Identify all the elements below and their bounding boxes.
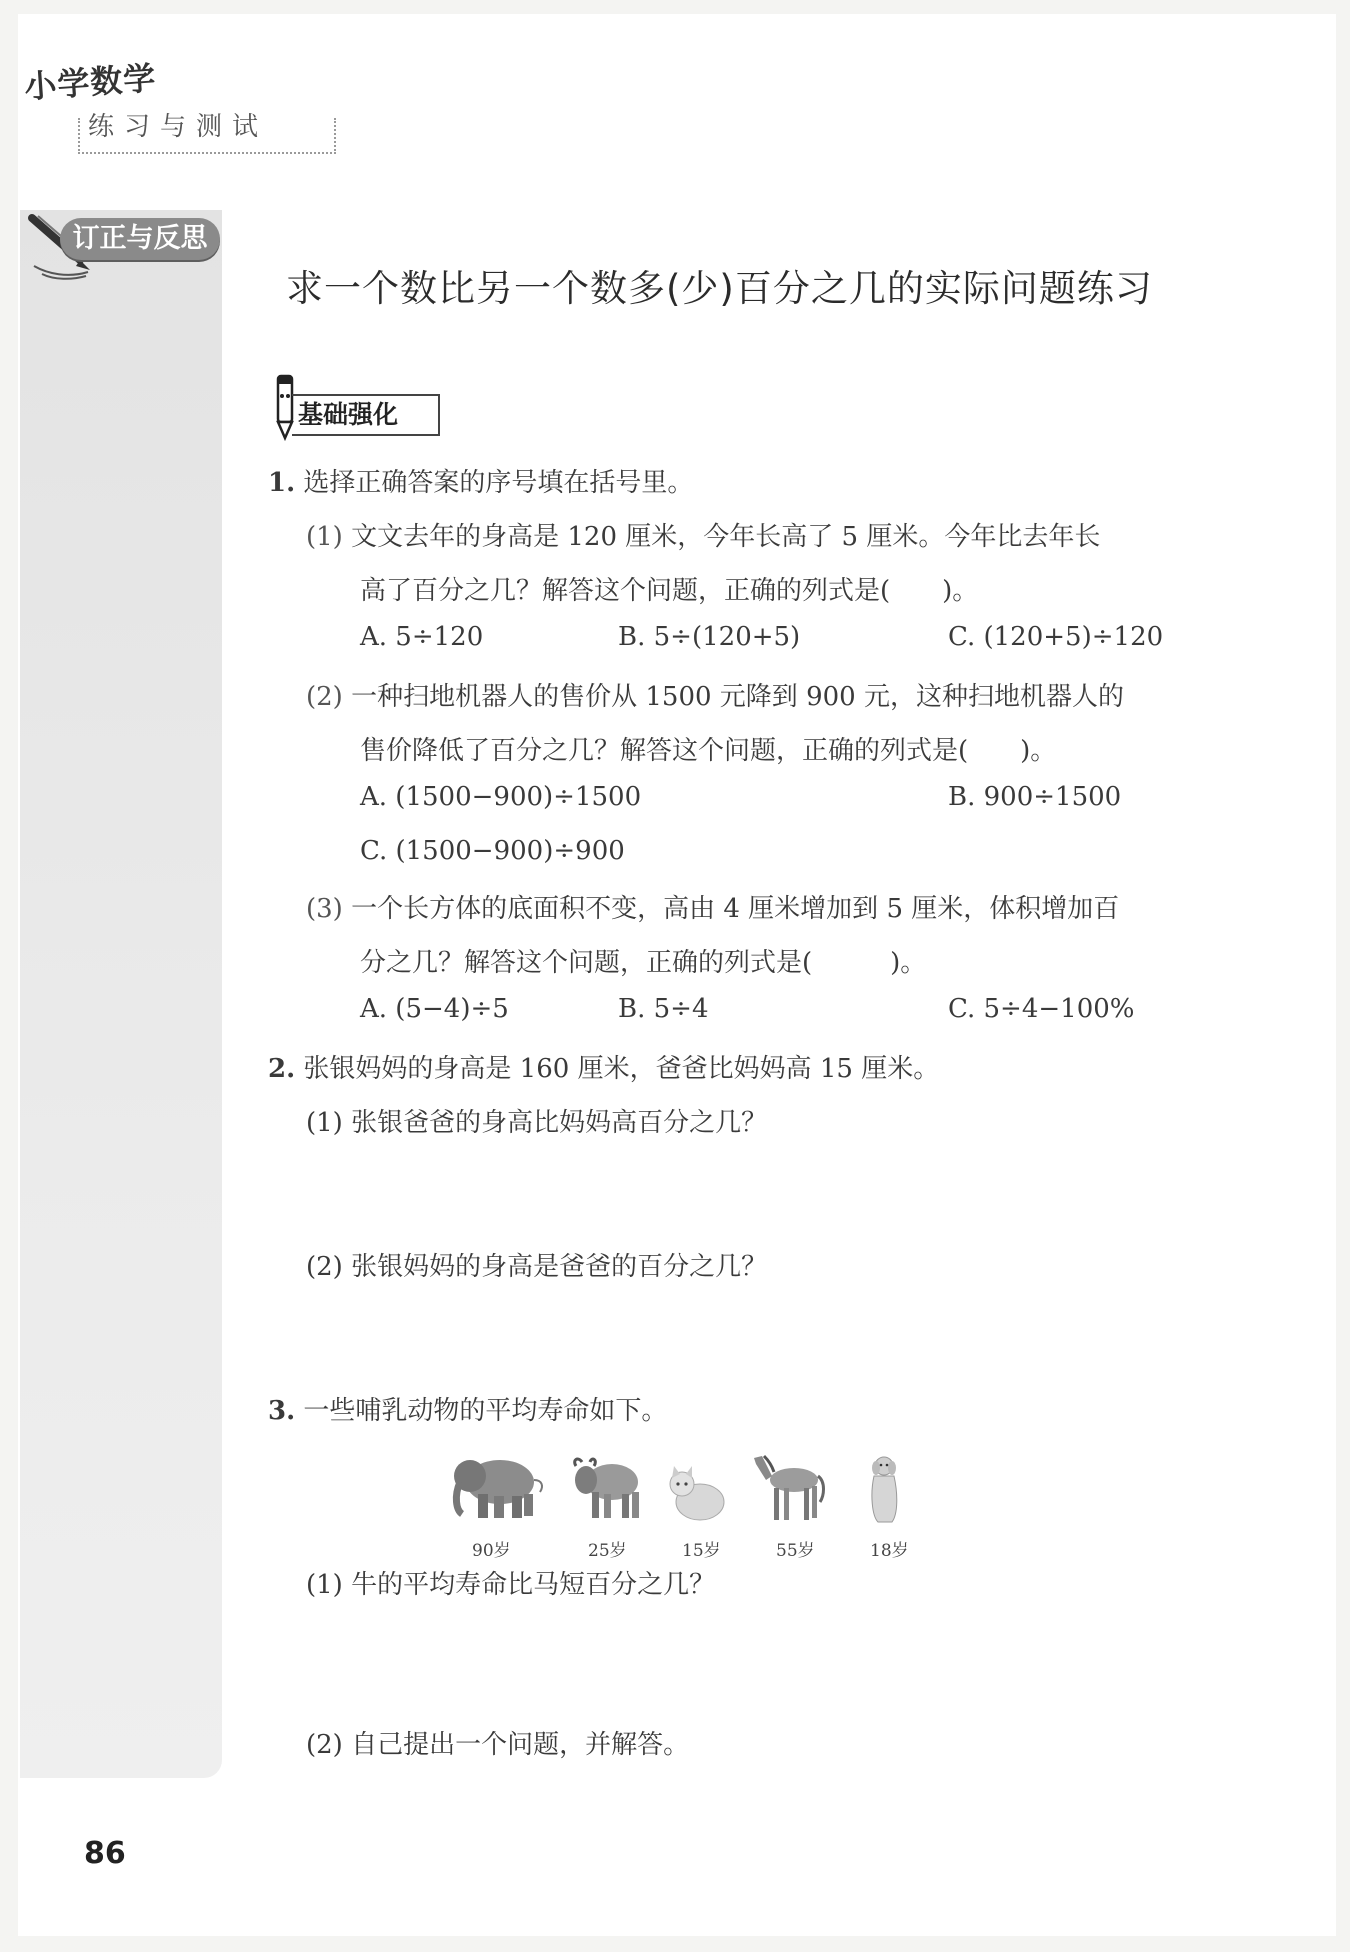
q1-text: 选择正确答案的序号填在括号里。 bbox=[303, 468, 694, 498]
elephant-age: 90岁 bbox=[472, 1541, 511, 1561]
brand-title: 小学数学 bbox=[23, 58, 158, 107]
dog-age: 18岁 bbox=[870, 1541, 909, 1561]
sidebar-label: 订正与反思 bbox=[60, 218, 220, 260]
q2-text: 张银妈妈的身高是 160 厘米，爸爸比妈妈高 15 厘米。 bbox=[303, 1054, 940, 1084]
q1-1-option-b[interactable]: B. 5÷(120+5) bbox=[618, 622, 801, 652]
q1-1-label: (1) bbox=[306, 522, 343, 552]
horse-icon bbox=[748, 1446, 828, 1526]
q1-2-text1: 一种扫地机器人的售价从 1500 元降到 900 元，这种扫地机器人的 bbox=[351, 682, 1124, 712]
page-title: 求一个数比另一个数多(少)百分之几的实际问题练习 bbox=[286, 267, 1153, 310]
section-heading: 基础强化 bbox=[292, 394, 440, 436]
brand-subtitle: 练习与测试 bbox=[88, 112, 269, 142]
q1-stem bbox=[268, 462, 693, 499]
q1-2-line2: 售价降低了百分之几？解答这个问题，正确的列式是( )。 bbox=[360, 736, 1057, 766]
cat-age: 15岁 bbox=[682, 1541, 721, 1561]
q1-2-option-b[interactable]: B. 900÷1500 bbox=[948, 782, 1122, 812]
correction-sidebar bbox=[20, 210, 222, 1778]
q1-2-option-c[interactable]: C. (1500−900)÷900 bbox=[360, 836, 625, 866]
q3-number: 3. bbox=[268, 1396, 296, 1426]
q1-2-option-a[interactable]: A. (1500−900)÷1500 bbox=[360, 782, 642, 812]
q1-1-option-c[interactable]: C. (120+5)÷120 bbox=[948, 622, 1164, 652]
q1-2-line1 bbox=[306, 676, 1124, 713]
q2-number: 2. bbox=[268, 1054, 296, 1084]
q2-stem bbox=[268, 1048, 939, 1085]
ox-age: 25岁 bbox=[588, 1541, 627, 1561]
q3-part1: (1) 牛的平均寿命比马短百分之几？ bbox=[306, 1570, 716, 1600]
q1-3-label: (3) bbox=[306, 894, 343, 924]
q3-part2: (2) 自己提出一个问题，并解答。 bbox=[306, 1730, 690, 1760]
horse-age: 55岁 bbox=[776, 1541, 815, 1561]
q1-3-line1 bbox=[306, 888, 1119, 925]
q1-3-option-a[interactable]: A. (5−4)÷5 bbox=[360, 994, 509, 1024]
page-number: 86 bbox=[84, 1836, 126, 1871]
q1-1-text1: 文文去年的身高是 120 厘米，今年长高了 5 厘米。今年比去年长 bbox=[351, 522, 1101, 552]
q1-1-option-a[interactable]: A. 5÷120 bbox=[360, 622, 484, 652]
dog-icon bbox=[860, 1454, 910, 1526]
q2-part2: (2) 张银妈妈的身高是爸爸的百分之几？ bbox=[306, 1252, 768, 1282]
q1-3-option-b[interactable]: B. 5÷4 bbox=[618, 994, 709, 1024]
ox-icon bbox=[568, 1446, 648, 1526]
q1-3-option-c[interactable]: C. 5÷4−100% bbox=[948, 994, 1135, 1024]
q3-stem bbox=[268, 1390, 667, 1427]
q1-3-line2: 分之几？解答这个问题，正确的列式是( )。 bbox=[360, 948, 927, 978]
elephant-icon bbox=[448, 1446, 548, 1526]
q2-part1: (1) 张银爸爸的身高比妈妈高百分之几？ bbox=[306, 1108, 768, 1138]
cat-icon bbox=[664, 1458, 730, 1524]
q3-text: 一些哺乳动物的平均寿命如下。 bbox=[303, 1396, 668, 1426]
q1-1-line1 bbox=[306, 516, 1100, 553]
q1-1-line2: 高了百分之几？解答这个问题，正确的列式是( )。 bbox=[360, 576, 979, 606]
q1-2-label: (2) bbox=[306, 682, 343, 712]
animal-lifespans bbox=[440, 1446, 930, 1566]
q1-3-text1: 一个长方体的底面积不变，高由 4 厘米增加到 5 厘米，体积增加百 bbox=[351, 894, 1120, 924]
q1-number: 1. bbox=[268, 468, 296, 498]
